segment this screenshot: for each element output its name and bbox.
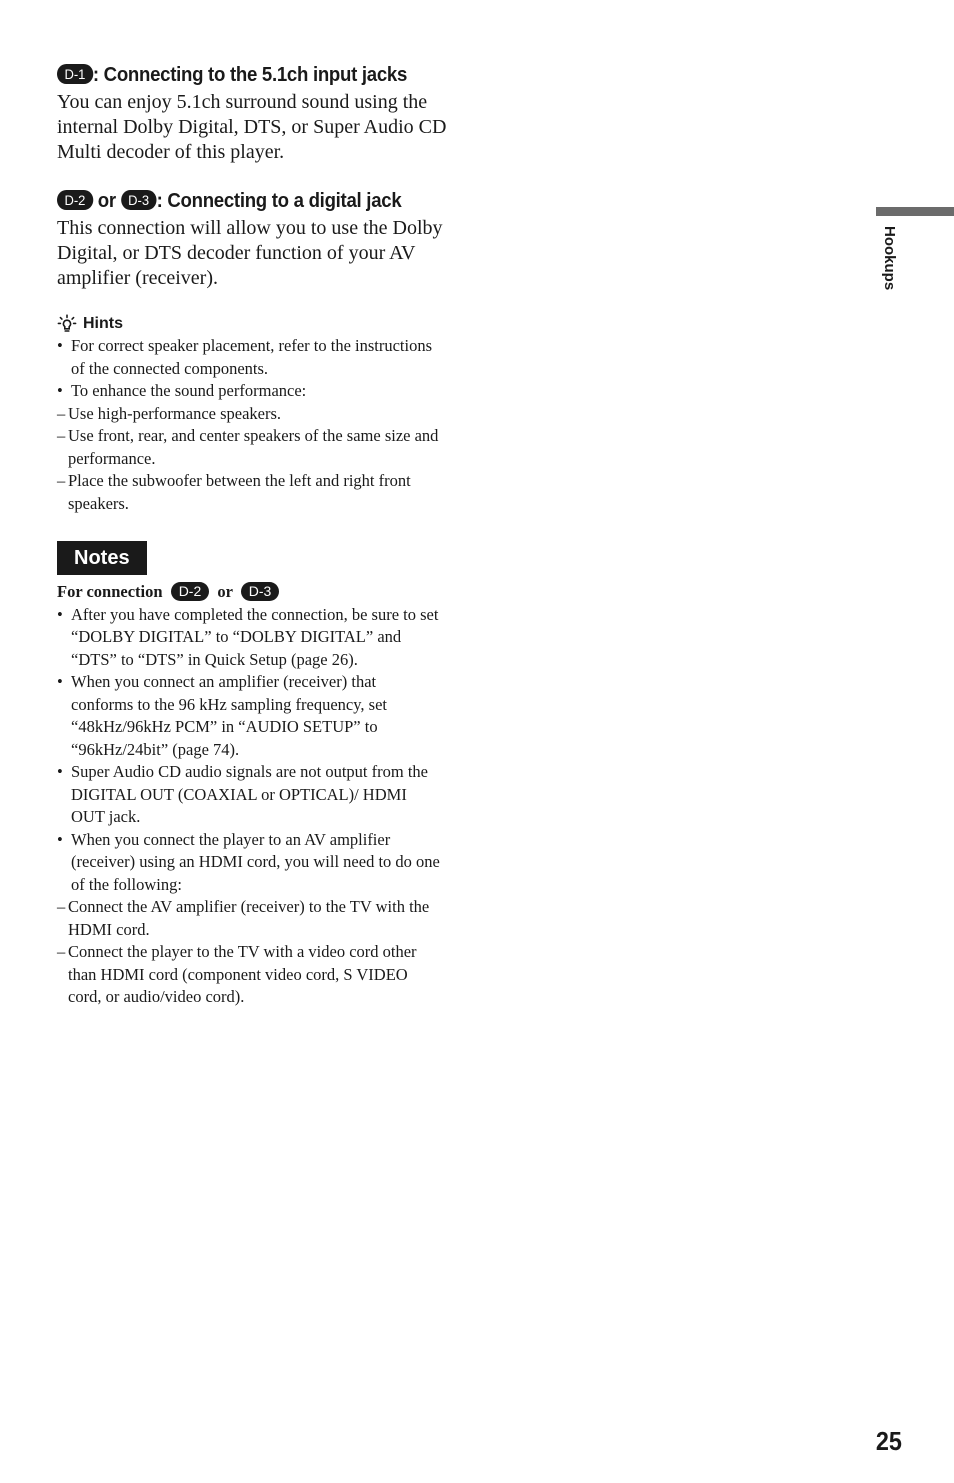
hint-sublist: [57, 403, 442, 516]
note-sublist: [57, 896, 442, 1009]
connection-badge-d1: D-1: [57, 64, 93, 84]
note-subitem: – Connect the player to the TV with a video cord other than HDMI cord (component video cord, S VIDEO cord, or audio/video cord).: [57, 941, 442, 1009]
notes-label: Notes: [57, 541, 147, 575]
hints-list: [57, 335, 442, 403]
notes-for-text: For connection: [57, 582, 163, 601]
hint-subitem: – Place the subwoofer between the left and right front speakers.: [57, 470, 442, 515]
hints-heading: [57, 313, 442, 335]
connection-badge-d3: D-3: [241, 582, 280, 601]
section-d2-title: : Connecting to a digital jack: [156, 190, 402, 212]
note-item: • When you connect the player to an AV amplifier (receiver) using an HDMI cord, you will need to do one of the following:: [57, 829, 442, 897]
hints-section: [57, 313, 442, 515]
connection-badge-d2: D-2: [171, 582, 210, 601]
hint-item: [57, 380, 442, 403]
side-tab-bar: [876, 207, 954, 216]
section-d2: [57, 186, 457, 291]
notes-subheading: [57, 581, 442, 604]
connection-badge-d2: D-2: [57, 190, 93, 210]
note-subitem: – Connect the AV amplifier (receiver) to the TV with the HDMI cord.: [57, 896, 442, 941]
page-number: 25: [875, 1426, 902, 1456]
note-item: • After you have completed the connection, be sure to set “DOLBY DIGITAL” to “DOLBY DIGITAL” and “DTS” to “DTS” in Quick Setup (page 26).: [57, 604, 442, 672]
hint-item-text: To enhance the sound performance:: [71, 381, 307, 400]
hint-item: • For correct speaker placement, refer to the instructions of the connected components.: [57, 335, 442, 380]
section-d1-body: You can enjoy 5.1ch surround sound using the internal Dolby Digital, DTS, or Super Audio CD Multi decoder of this player.: [57, 91, 447, 163]
connection-badge-d3: D-3: [121, 190, 157, 210]
hint-subitem: – Use front, rear, and center speakers of the same size and performance.: [57, 425, 442, 470]
section-d1: [57, 60, 457, 165]
hint-subitem: – Use high-performance speakers.: [57, 403, 442, 426]
notes-section: [57, 541, 442, 1009]
side-tab-label: Hookups: [881, 226, 898, 291]
section-d1-title: : Connecting to the 5.1ch input jacks: [92, 64, 408, 86]
hints-title: Hints: [83, 315, 123, 332]
notes-for-joiner: or: [217, 582, 233, 601]
section-d2-joiner: or: [97, 190, 116, 212]
note-item: • Super Audio CD audio signals are not output from the DIGITAL OUT (COAXIAL or OPTICAL)/ HDMI OUT jack.: [57, 761, 442, 829]
note-item: • When you connect an amplifier (receiver) that conforms to the 96 kHz sampling frequency, set “48kHz/96kHz PCM” in “AUDIO SETUP” to “96kHz/24bit” (page 74).: [57, 671, 442, 761]
section-d2-heading: [57, 186, 429, 216]
lightbulb-icon: [57, 314, 77, 334]
section-d2-body: This connection will allow you to use the Dolby Digital, or DTS decoder function of your AV amplifier (receiver).: [57, 217, 443, 289]
notes-list: [57, 604, 442, 897]
section-d1-heading: [57, 60, 429, 90]
